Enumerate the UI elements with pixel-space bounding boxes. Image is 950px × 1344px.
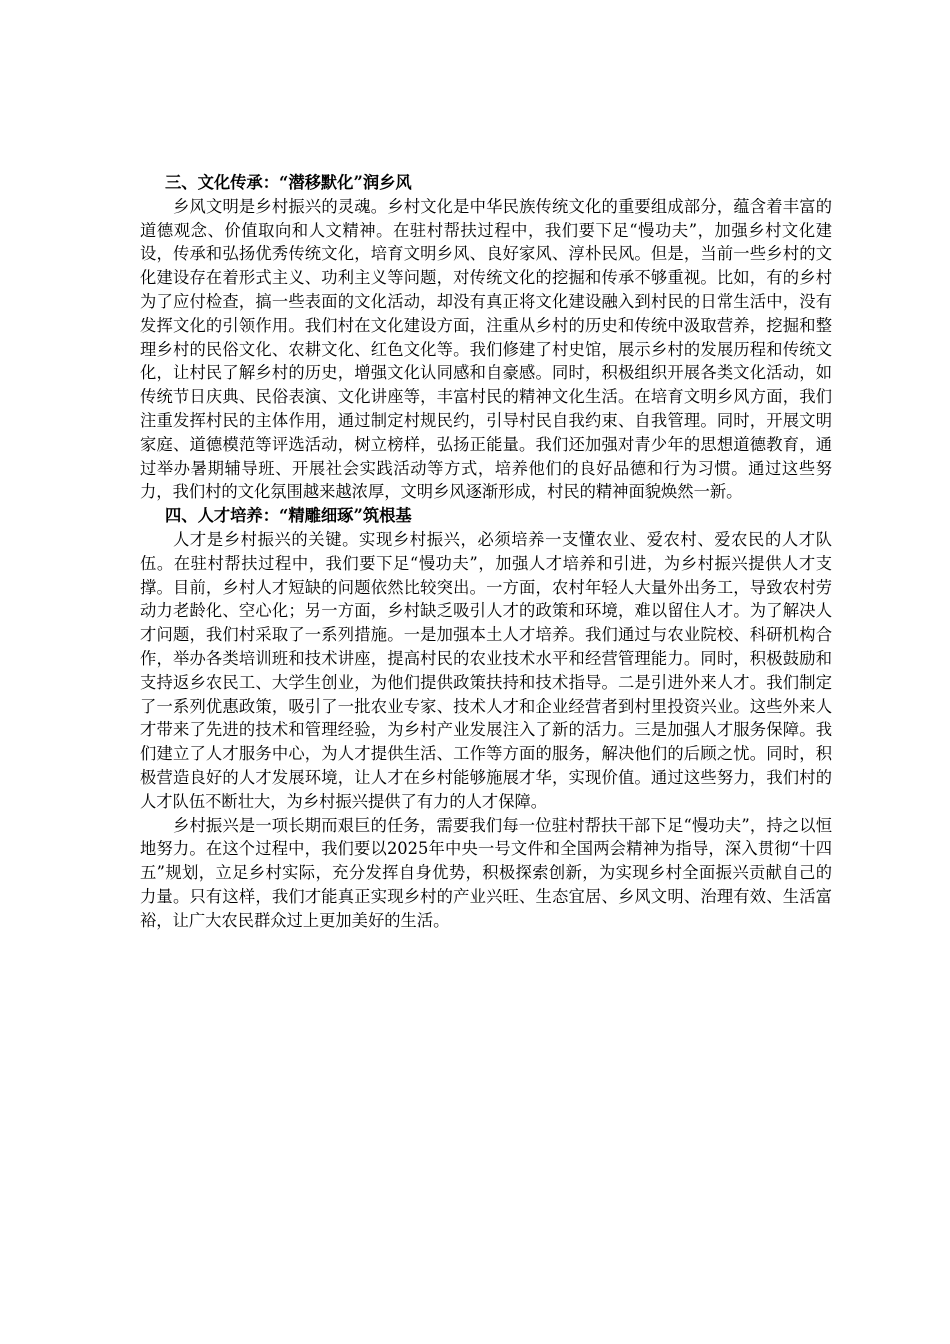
- section-3-paragraph: 乡风文明是乡村振兴的灵魂。乡村文化是中华民族传统文化的重要组成部分，蕴含着丰富的道德观念、价值取向和人文精神。在驻村帮扶过程中，我们要下足“慢功夫”，加强乡村文化建设，传承和弘扬优秀传统文化，培育文明乡风、良好家风、淳朴民风。但是，当前一些乡村的文化建设存在着形式主义、功利主义等问题，对传统文化的挖掘和传承不够重视。比如，有的乡村为了应付检查，搞一些表面的文化活动，却没有真正将文化建设融入到村民的日常生活中，没有发挥文化的引领作用。我们村在文化建设方面，注重从乡村的历史和传统中汲取营养，挖掘和整理乡村的民俗文化、农耕文化、红色文化等。我们修建了村史馆，展示乡村的发展历程和传统文化，让村民了解乡村的历史，增强文化认同感和自豪感。同时，积极组织开展各类文化活动，如传统节日庆典、民俗表演、文化讲座等，丰富村民的精神文化生活。在培育文明乡风方面，我们注重发挥村民的主体作用，通过制定村规民约，引导村民自我约束、自我管理。同时，开展文明家庭、道德模范等评选活动，树立榜样，弘扬正能量。我们还加强对青少年的思想道德教育，通过举办暑期辅导班、开展社会实践活动等方式，培养他们的良好品德和行为习惯。通过这些努力，我们村的文化氛围越来越浓厚，文明乡风逐渐形成，村民的精神面貌焕然一新。: [140, 196, 832, 502]
- document-page: [140, 171, 832, 933]
- conclusion-paragraph: 乡村振兴是一项长期而艰巨的任务，需要我们每一位驻村帮扶干部下足“慢功夫”，持之以恒地努力。在这个过程中，我们要以2025年中央一号文件和全国两会精神为指导，深入贯彻“十四五”规划，立足乡村实际，充分发挥自身优势，积极探索创新，为实现乡村全面振兴贡献自己的力量。只有这样，我们才能真正实现乡村的产业兴旺、生态宜居、乡风文明、治理有效、生活富裕，让广大农民群众过上更加美好的生活。: [140, 815, 832, 930]
- section-3-heading: 三、文化传承：“潜移默化”润乡风: [165, 173, 412, 192]
- section-4-paragraph: 人才是乡村振兴的关键。实现乡村振兴，必须培养一支懂农业、爱农村、爱农民的人才队伍。在驻村帮扶过程中，我们要下足“慢功夫”，加强人才培养和引进，为乡村振兴提供人才支撑。目前，乡村人才短缺的问题依然比较突出。一方面，农村年轻人大量外出务工，导致农村劳动力老龄化、空心化；另一方面，乡村缺乏吸引人才的政策和环境，难以留住人才。为了解决人才问题，我们村采取了一系列措施。一是加强本土人才培养。我们通过与农业院校、科研机构合作，举办各类培训班和技术讲座，提高村民的农业技术水平和经营管理能力。同时，积极鼓励和支持返乡农民工、大学生创业，为他们提供政策扶持和技术指导。二是引进外来人才。我们制定了一系列优惠政策，吸引了一批农业专家、技术人才和企业经营者到村里投资兴业。这些外来人才带来了先进的技术和管理经验，为乡村产业发展注入了新的活力。三是加强人才服务保障。我们建立了人才服务中心，为人才提供生活、工作等方面的服务，解决他们的后顾之忧。同时，积极营造良好的人才发展环境，让人才在乡村能够施展才华，实现价值。通过这些努力，我们村的人才队伍不断壮大，为乡村振兴提供了有力的人才保障。: [140, 529, 832, 811]
- section-4-heading: 四、人才培养：“精雕细琢”筑根基: [165, 506, 412, 526]
